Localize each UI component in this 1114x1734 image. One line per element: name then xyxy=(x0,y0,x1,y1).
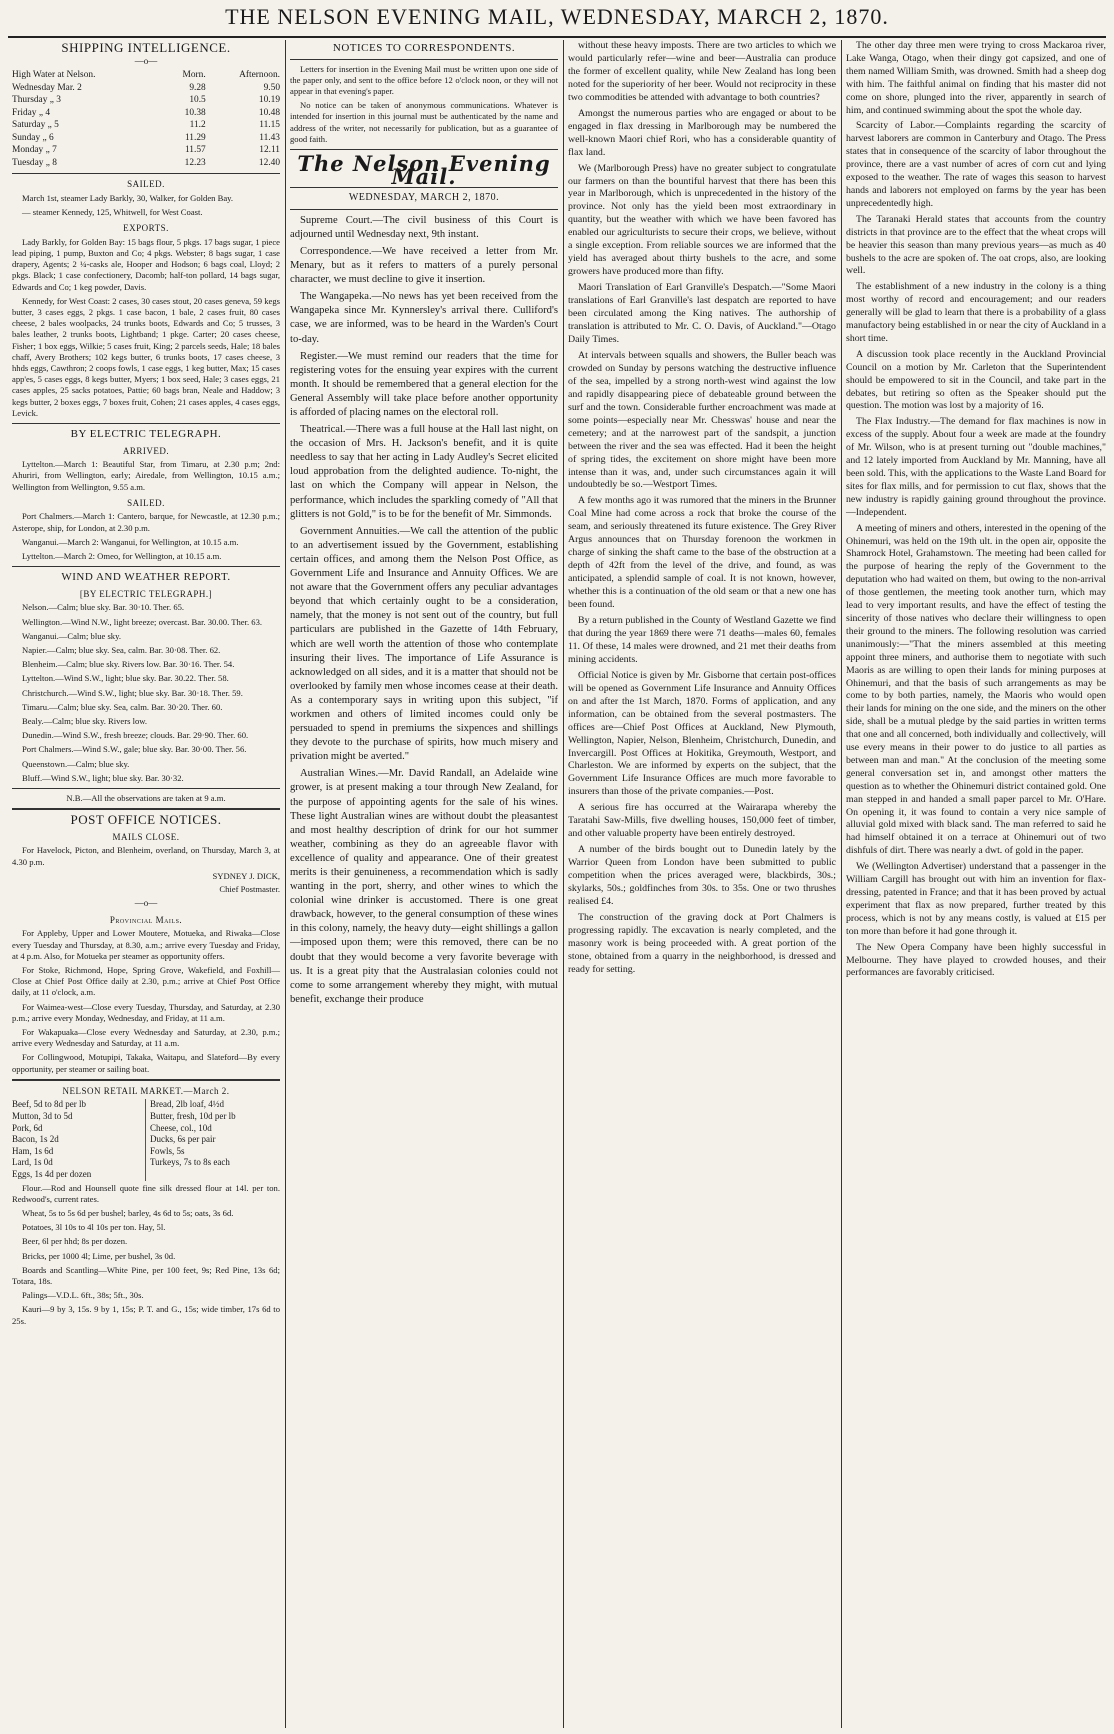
correspondents-notices xyxy=(290,64,558,145)
article-paragraph: Correspondence.—We have received a letter from Mr. Menary, but as it refers to matters of a purely personal character, we must decline to give it insertion. xyxy=(290,245,558,286)
tide-morn: 11.29 xyxy=(184,132,206,143)
tide-table xyxy=(12,69,280,169)
weather-report: Timaru.—Calm; blue sky. Sea, calm. Bar. 30·20. Ther. 60. xyxy=(22,701,223,712)
market-right xyxy=(146,1099,280,1180)
market-title: NELSON RETAIL MARKET.—March 2. xyxy=(62,1085,230,1096)
market-note: Kauri—9 by 3, 15s. 9 by 1, 15s; P. T. and G., 15s; wide timber, 17s 6d to 25s. xyxy=(12,1304,280,1326)
market-price: Bacon, 1s 2d xyxy=(12,1134,59,1145)
arrived-list xyxy=(12,459,280,493)
tide-afternoon: 10.19 xyxy=(258,95,280,106)
column-2 xyxy=(286,40,562,1734)
market-price: Mutton, 3d to 5d xyxy=(12,1111,73,1122)
column-3-articles xyxy=(568,40,836,977)
market-note: Bricks, per 1000 4l; Lime, per bushel, 3s 0d. xyxy=(22,1250,176,1261)
provincial-mail-entry: For Appleby, Upper and Lower Moutere, Motueka, and Riwaka—Close every Tuesday and Thursday, at 8.30, a.m.; arrive every Tuesday and Friday, at 4 p.m. Also, for Motueka per steamer as opportunity offers. xyxy=(12,928,280,961)
shipping-title: SHIPPING INTELLIGENCE. xyxy=(61,40,231,55)
tide-row xyxy=(12,94,280,107)
article-paragraph: Australian Wines.—Mr. David Randall, an Adelaide wine grower, is at present making a tour through New Zealand, for the purpose of appointing agents for the sale of his wines. These light Australian wines are without doubt the pleasantest and most healthy description of drink for our hot summer weather, combining as they do an agreeable flavor with excellence of quality and appearance. One of their greatest merits is their genuineness, a recommendation which is sadly wanting in the port, sherry, and other wines to which the colonial wine drinker is accustomed. There is one great drawback, however, to the general consumption of these wines in this colony, namely, the heavy duty—eight shillings a gallon—imposed upon them; were this removed, there can be no doubt that they would become a very favorite beverage with us. It is a great pity that the Australasian colonies could not come to some arrangement whereby they might, with mutual benefit, exchange their produce xyxy=(290,768,558,1005)
weather-subtitle: [BY ELECTRIC TELEGRAPH.] xyxy=(79,588,213,599)
export-entry: Kennedy, for West Coast: 2 cases, 30 cases stout, 20 cases geneva, 59 kegs butter, 3 cases eggs, 2 pkgs. 1 case bacon, 1 bale, 2 cases fruit, 80 cases cheese, 2 bales woolpacks, 24 trunks boots, Edwards and Co; 5 trusses, 3 bales leather, 2 trunks boots, Lightband; 1 pkge. Carter; 20 cases cheese, Fisher; 1 box eggs, Wilkie; 5 cases fruit, King; 2 parcels seeds, Hale; 18 bales chaff, Avery Brothers; 102 kegs butter, 6 trunks boots, 17 cases cheese, 3 hhds eggs, Cawthron; 2 coops fowls, 1 case eggs, 1 keg butter, Max; 15 cases app'es, 5 cases eggs, 8 kegs butter, Myers; 1 box seed, Hale; 3 cases eggs, 21 cases apples, 25 sacks potatoes, Pattie; 60 bags bran, Neale and Haddow; 3 kegs butter, 2 boxes eggs, 7 boxes fruit, Cohen; 21 cases apples, 4 cases eggs, Levick. xyxy=(12,295,280,418)
editorial-dateline: WEDNESDAY, MARCH 2, 1870. xyxy=(348,192,500,204)
tide-day: Saturday „ 5 xyxy=(12,120,59,131)
weather-list xyxy=(12,602,280,784)
tide-rows xyxy=(12,82,280,170)
divider xyxy=(12,808,280,810)
article-paragraph: The New Opera Company have been highly successful in Melbourne. They have played to crowded houses, and their performances are favorably criticised. xyxy=(846,941,1106,979)
sailed-list xyxy=(12,193,280,218)
postmaster-name: SYDNEY J. DICK, xyxy=(212,870,280,881)
article-paragraph: A meeting of miners and others, interested in the opening of the Ohinemuri, was held on the 19th ult. in the open air, opposite the Shamrock Hotel, Grahamstown. The meeting had been called for the purpose of hearing the reply of the Government to the deputation who had waited on them, but owing to the non-arrival of those gentlemen, the meeting took another turn, which may lead to very important results, and have the effect of testing the sincerity of those natives who declare their willingness to open their ground to the miners. The following resolution was carried unanimously:—"That the miners assembled at this meeting appoint three miners, and authorise them to negotiate with such Maoris as are willing to open their lands for mining purposes at Ohinemuri, and that the basis of such arrangements as may be come to by both parties, namely, the Maoris who would open their lands for mining on the one side, and the miners on the other side, shall be a mutual pledge by the said parties in written terms that one and all concerned, both individually and collectively, will use every means in their power to do justice to all parties as between man and man." At the conclusion of the meeting some general conversation set in, and amongst other matters the question as to whether the Ohinemuri district contained gold. One man stepped in and handed a small paper parcel to Mr. O'Hare. On opening it, it was found to contain a very nice sample of alluvial gold mixed with black sand. The man referred to said he had himself obtained it on a terrace at Ohinemuri out of two dishfuls of dirt. There was nearly a dwt. of gold in the paper. xyxy=(846,522,1106,857)
weather-report: Bluff.—Wind S.W., light; blue sky. Bar. 30·32. xyxy=(22,772,184,783)
weather-report: Nelson.—Calm; blue sky. Bar. 30·10. Ther. 65. xyxy=(22,602,185,613)
tide-day: Thursday „ 3 xyxy=(12,95,61,106)
mails-close-text: For Havelock, Picton, and Blenheim, overland, on Thursday, March 3, at 4.30 p.m. xyxy=(12,845,280,867)
article-paragraph: Government Annuities.—We call the attention of the public to an advertisement issued by the Government, establishing certain offices, and among them the Nelson Post Office, as Government Life and Insurance and Annuity Offices. We are not aware that the Government offers any peculiar advantages beyond that which certainly ought to be a consideration, namely, that the money is not sent out of the country, but full particulars are published in the Gazette of 14th February, which are well worth the attention of those who contemplate insuring their lives. The importance of Life Assurance is acknowledged on all sides, and it is a matter that should not be overlooked by family men whose incomes cease at their death. As a contemporary says in writing upon this subject, "if workmen and others of limited incomes could only be persuaded to spend in premiums the sixpences and shillings they devote to the purchase of spirits, how much misery and privation might be averted." xyxy=(290,525,558,763)
export-entry: Lady Barkly, for Golden Bay: 15 bags flour, 5 pkgs. 17 bags sugar, 1 piece lead piping, 1 pump, Buxton and Co; 4 pkgs. Webster; 8 bags sugar, 1 case drapery, Agents; 2 ¼-casks ale, Hooper and Hodson; 6 bags coal, Lloyd; 2 pkgs. Black; 1 case confectionery, Dacomb; half-ton pollard, 14 bags sugar, Edwards and Co; 1 keg powder, Davis. xyxy=(12,236,280,292)
market-notes xyxy=(12,1183,280,1327)
telegraph-title: BY ELECTRIC TELEGRAPH. xyxy=(70,428,222,441)
tide-day: Friday „ 4 xyxy=(12,107,51,118)
tide-afternoon: 12.40 xyxy=(258,157,280,168)
divider xyxy=(12,173,280,174)
provincial-mail-entry: For Wakapuaka—Close every Wednesday and Saturday, at 2.30, p.m.; arrive every Wednesday and Saturday, at 11 a.m. xyxy=(12,1027,280,1049)
market-price: Lard, 1s 0d xyxy=(12,1157,53,1168)
market-price: Eggs, 1s 4d per dozen xyxy=(12,1169,92,1180)
tide-morn: 10.5 xyxy=(189,95,206,106)
tide-row xyxy=(12,82,280,95)
sailed-heading: SAILED. xyxy=(127,179,165,190)
column-1 xyxy=(8,40,284,1734)
market-note: Flour.—Rod and Hounsell quote fine silk dressed flour at 14l. per ton. Redwood's, current rates. xyxy=(12,1182,280,1204)
market-price: Cheese, col., 10d xyxy=(150,1122,212,1133)
article-paragraph: Scarcity of Labor.—Complaints regarding the scarcity of harvest laborers are common in Canterbury and Otago. The Press states that in consequence of the scarcity of labor throughout the province, there are a vast number of acres of corn cut and lying exposed to the weather. The rate of wages this season to harvest hands and laborers not employed on farms by the year has been unprecedentedly high. xyxy=(846,120,1106,209)
weather-report: Bealy.—Calm; blue sky. Rivers low. xyxy=(22,716,148,727)
correspondents-notice: Letters for insertion in the Evening Mail must be written upon one side of the paper only, and sent to the office before 12 o'clock noon, or they will not appear in that evening's paper. xyxy=(290,63,558,96)
correspondents-title: NOTICES TO CORRESPONDENTS. xyxy=(332,42,516,54)
tide-row xyxy=(12,119,280,132)
article-paragraph: Theatrical.—There was a full house at the Hall last night, on the occasion of Mrs. H. Jackson's benefit, and it is quite needless to say that her acting in Lady Audley's Secret elicited loud approbation from the delighted audience. To-night, the last on which the Company will appear in Nelson, the performance, which includes the sparkling comedy of "All that glitters is not Gold," is to be for the benefit of Mr. Simmonds. xyxy=(290,424,558,520)
tide-header-place: High Water at Nelson. xyxy=(12,70,96,81)
tel-sailed-heading: SAILED. xyxy=(127,497,165,508)
sailed-entry: March 1st, steamer Lady Barkly, 30, Walker, for Golden Bay. xyxy=(22,192,234,203)
tide-day: Tuesday „ 8 xyxy=(12,157,57,168)
market-note: Beer, 6l per hhd; 8s per dozen. xyxy=(22,1236,128,1247)
tide-morn: 12.23 xyxy=(184,157,206,168)
tide-afternoon: 12.11 xyxy=(259,145,280,156)
article-paragraph: A number of the birds bought out to Dunedin lately by the Warrior Queen from London have been submitted to public competition when the prices averaged were, blackbirds, 30s.; skylarks, 50s.; goldfinches from 30s. to 35s. One or two thrushes realised £4. xyxy=(568,844,836,907)
tide-row xyxy=(12,132,280,145)
article-paragraph: We (Wellington Advertiser) understand that a passenger in the William Cargill has brought out with him an invention for flax-dressing, patented in France; and that it has been proved by actual experiment that flax as now prepared, further treated by this process, which is not by any means costly, is valued at £15 per ton more than before it had gone through it. xyxy=(846,861,1106,937)
tide-row xyxy=(12,144,280,157)
tide-header-row xyxy=(12,69,280,82)
market-price: Fowls, 5s xyxy=(150,1145,185,1156)
sailed-entry: — steamer Kennedy, 125, Whitwell, for West Coast. xyxy=(22,206,203,217)
weather-report: Port Chalmers.—Wind S.W., gale; blue sky. Bar. 30·00. Ther. 56. xyxy=(22,744,247,755)
editorial-masthead: The Nelson Evening Mail. xyxy=(297,151,551,189)
market-note: Palings—V.D.L. 6ft., 38s; 5ft., 30s. xyxy=(22,1290,144,1301)
column-2-articles xyxy=(290,214,558,1007)
tide-day: Wednesday Mar. 2 xyxy=(12,82,82,93)
column-4 xyxy=(842,40,1110,1734)
weather-report: Wellington.—Wind N.W., light breeze; overcast. Bar. 30.00. Ther. 63. xyxy=(22,616,263,627)
provincial-mail-entry: For Collingwood, Motupipi, Takaka, Waitapu, and Slateford—By every opportunity, per steamer or sailing boat. xyxy=(12,1052,280,1074)
provincial-mail-entry: For Waimea-west—Close every Tuesday, Thursday, and Saturday, at 2.30 p.m.; arrive every Monday, Wednesday, and Friday, at 11 a.m. xyxy=(12,1001,280,1023)
divider xyxy=(12,566,280,567)
weather-title: WIND AND WEATHER REPORT. xyxy=(61,571,231,584)
article-paragraph: The other day three men were trying to cross Mackaroa river, Lake Wanga, Otago, when their dingy got capsized, and one of them named William Smith, was drowned. Smith had a sheep dog with him. The faithful animal on finding that his master did not come on shore, plunged into the river, apparently in search of him, and continued swimming about the spot the whole day. xyxy=(846,40,1106,116)
column-3 xyxy=(564,40,840,1734)
market-price: Butter, fresh, 10d per lb xyxy=(150,1111,236,1122)
tel-sailed-entry: Lyttelton.—March 2: Omeo, for Wellington, at 10.15 a.m. xyxy=(22,551,222,562)
provincial-list xyxy=(12,928,280,1074)
article-paragraph: A serious fire has occurred at the Wairarapa whereby the Taratahi Saw-Mills, five dwelling houses, 150,000 feet of timber, and other valuable property have been entirely destroyed. xyxy=(568,802,836,840)
market-price: Beef, 5d to 8d per lb xyxy=(12,1099,86,1110)
mails-close-heading: MAILS CLOSE. xyxy=(112,831,180,842)
article-paragraph: Supreme Court.—The civil business of this Court is adjourned until Wednesday next, 9th instant. xyxy=(290,214,558,240)
arrived-entry: Lyttelton.—March 1: Beautiful Star, from Timaru, at 2.30 p.m; 2nd: Ahuriri, from Wellington, early; Airedale, from Wellington, 10.15 a.m.; Wellington from Wellington, 9.55 a.m. xyxy=(12,459,280,492)
ornament: —o— xyxy=(134,55,158,66)
divider xyxy=(12,423,280,424)
divider xyxy=(290,209,558,210)
tide-morn: 9.28 xyxy=(189,82,206,93)
post-office-title: POST OFFICE NOTICES. xyxy=(70,812,222,828)
tide-afternoon: 11.43 xyxy=(259,132,280,143)
article-paragraph: By a return published in the County of Westland Gazette we find that during the year 1869 there were 71 deaths—males 60, females 11. Of these, 14 males were drowned, and 21 met their deaths from mining accidents. xyxy=(568,614,836,665)
article-paragraph: Official Notice is given by Mr. Gisborne that certain post-offices will be opened as Government Life Insurance and Annuity Offices on and after the 1st March, 1870. Forms of application, and any information, can be obtained from the several postmasters. The offices are—Chief Post Offices at Auckland, New Plymouth, Wellington, Napier, Nelson, Blenheim, Christchurch, Dunedin, and Invercargill. Post Offices at Hokitika, Greymouth, Westport, and Charleston. We are informed by experts on the subject, that the Government Life Insurance Offices are much more favorable to insurers than those of the private companies.—Post. xyxy=(568,669,836,798)
market-price: Pork, 6d xyxy=(12,1122,43,1133)
provincial-mail-entry: For Stoke, Richmond, Hope, Spring Grove, Wakefield, and Foxhill—Close at Chief Post Office daily at 2.30, p.m.; arrive at Chief Post Office daily, at 11 o'clock, a.m. xyxy=(12,965,280,998)
correspondents-notice: No notice can be taken of anonymous communications. Whatever is intended for insertion in this journal must be authenticated by the name and address of the writer, not necessarily for publication, but as a guarantee of good faith. xyxy=(290,100,558,144)
newspaper-masthead: THE NELSON EVENING MAIL, WEDNESDAY, MARCH 2, 1870. xyxy=(225,4,889,29)
tide-day: Sunday „ 6 xyxy=(12,132,54,143)
article-paragraph: We (Marlborough Press) have no greater subject to congratulate our farmers on than the bountiful harvest that there has been this year in Marlborough, which is unprecedented in the history of the province. Not only has the yield been most extraordinary in quantity, but the weather with which we have been favored has enabled our agriculturists to secure their crops, we believe, without a single exception. From reliable sources we are informed that the yield has averaged about thirty bushels to the acre, and some growers have produced more than fifty. xyxy=(568,162,836,278)
exports-heading: EXPORTS. xyxy=(123,223,169,234)
market-price: Ham, 1s 6d xyxy=(12,1145,54,1156)
provincial-heading: Provincial Mails. xyxy=(109,914,183,925)
divider xyxy=(12,788,280,789)
article-paragraph: The Wangapeka.—No news has yet been received from the Wangapeka since Mr. Kynnersley's arrival there. Culliford's case, we are informed, was to be heard in the Warden's Court to-day. xyxy=(290,291,558,345)
weather-report: Napier.—Calm; blue sky. Sea, calm. Bar. 30·08. Ther. 62. xyxy=(22,645,221,656)
market-price: Bread, 2lb loaf, 4½d xyxy=(150,1099,224,1110)
market-price: Turkeys, 7s to 8s each xyxy=(150,1157,230,1168)
weather-report: Christchurch.—Wind S.W., light; blue sky. Bar. 30·18. Ther. 59. xyxy=(22,687,243,698)
tide-afternoon: 10.48 xyxy=(258,107,280,118)
article-paragraph: The establishment of a new industry in the colony is a thing most worthy of record and encouragement; and our readers generally will be glad to learn that there is a probability of a glass manufactory being established in or near the city of Auckland in a short time. xyxy=(846,281,1106,344)
masthead-rule xyxy=(8,36,1106,38)
weather-report: Dunedin.—Wind S.W., fresh breeze; clouds. Bar. 29·90. Ther. 60. xyxy=(22,730,249,741)
tel-sailed-entry: Wanganui.—March 2: Wanganui, for Wellington, at 10.15 a.m. xyxy=(22,536,239,547)
tide-row xyxy=(12,157,280,170)
market-left xyxy=(12,1099,146,1180)
exports-list xyxy=(12,237,280,419)
market-note: Boards and Scantling—White Pine, per 100 feet, 9s; Red Pine, 13s 6d; Totara, 18s. xyxy=(12,1264,280,1287)
article-paragraph: Amongst the numerous parties who are engaged or about to be engaged in flax dressing in Marlborough may be numbered the well-known Maori chief Rori, who has a considerable quantity of flax land. xyxy=(568,107,836,158)
tide-afternoon: 9.50 xyxy=(263,82,280,93)
tide-day: Monday „ 7 xyxy=(12,145,57,156)
tide-header-morn: Morn. xyxy=(182,70,206,81)
article-paragraph: A discussion took place recently in the Auckland Provincial Council on a motion by Mr. Carleton that the Superintendent should be empowered to sit in the Council, and take part in the debates, but retiring so often as the Speaker should put the question. The motion was lost by a majority of 16. xyxy=(846,348,1106,412)
article-paragraph: The construction of the graving dock at Port Chalmers is progressing rapidly. The excavation is nearly completed, and the masonry work is being proceeded with. A great portion of the stone, obtained from a quarry in the neighborhood, is dressed and ready for setting. xyxy=(568,911,836,975)
weather-report: Wanganui.—Calm; blue sky. xyxy=(22,630,121,641)
tide-morn: 11.57 xyxy=(184,145,206,156)
divider xyxy=(290,59,558,60)
divider xyxy=(290,149,558,150)
article-paragraph: At intervals between squalls and showers, the Buller beach was crowded on Sunday by persons watching the destructive influence of the sea, impelled by a strong north-west wind against the low and rapidly disappearing piece of debateable ground between the surf and the town. Considerable further encroachment was made at some points—especially near Mr. Chesswas' house and near the cemetery; and at the narrowest part of the sandspit, a junction between the river and the sea was effected. Had it been the height of spring tides, the excitement on shore might have been more intense than it was, and, under such circumstances again it will undoubtedly be so.—Westport Times. xyxy=(568,349,836,491)
tide-afternoon: 11.15 xyxy=(259,120,280,131)
tide-row xyxy=(12,107,280,120)
weather-report: Blenheim.—Calm; blue sky. Rivers low. Bar. 30·16. Ther. 54. xyxy=(22,659,235,670)
market-prices xyxy=(12,1099,280,1180)
market-note: Wheat, 5s to 5s 6d per bushel; barley, 4s 6d to 5s; oats, 3s 6d. xyxy=(22,1208,234,1219)
article-paragraph: Register.—We must remind our readers that the time for registering votes for the ensuing year expires with the current month. It should be remembered that a general election for the General Assembly will take place before another opportunity is afforded of placing names on the electoral roll. xyxy=(290,350,558,419)
article-paragraph: Maori Translation of Earl Granville's Despatch.—"Some Maori translations of Earl Granville's last despatch are reported to have been circulated among the King natives. The authorship of translation is attributed to Mr. C. O. Davis, of Auckland."—Otago Daily Times. xyxy=(568,282,836,345)
column-4-articles xyxy=(846,40,1106,980)
arrived-heading: ARRIVED. xyxy=(122,445,170,456)
tel-sailed-list xyxy=(12,511,280,562)
tide-morn: 10.38 xyxy=(184,107,206,118)
tide-header-afternoon: Afternoon. xyxy=(239,70,280,81)
divider xyxy=(12,1079,280,1081)
tide-morn: 11.2 xyxy=(189,120,206,131)
tel-sailed-entry: Port Chalmers.—March 1: Cantero, barque, for Newcastle, at 12.30 p.m.; Asterope, ship, for London, at 2.30 p.m. xyxy=(12,511,280,533)
weather-report: Lyttelton.—Wind S.W., light; blue sky. Bar. 30.22. Ther. 58. xyxy=(22,673,229,684)
weather-report: Queenstown.—Calm; blue sky. xyxy=(22,758,130,769)
article-paragraph: The Flax Industry.—The demand for flax machines is now in excess of the supply. About four a week are made at the foundry of Mr. Wilson, who is at present turning out "double machines," and 12 lately imported from Auckland by Mr. Manning, have all been sold. This, with the applications to the Waste Land Board for sites for flax mills, and for permission to cut flax, shows that the new industry is rapidly gaining ground throughout the province.—Independent. xyxy=(846,416,1106,518)
ornament: —o— xyxy=(134,898,158,909)
article-paragraph: The Taranaki Herald states that accounts from the country districts in that province are to the effect that the wheat crops will be heavier this season than many previous years—as much as 40 bushels to the acre are spoken of. The oat crops, also, are looking well. xyxy=(846,213,1106,277)
market-price: Ducks, 6s per pair xyxy=(150,1134,216,1145)
market-note: Potatoes, 3l 10s to 4l 10s per ton. Hay, 5l. xyxy=(22,1222,166,1233)
article-paragraph: A few months ago it was rumored that the miners in the Brunner Coal Mine had come across a rock that broke the course of the seam, and seriously threatened its future existence. The Grey River Argus announces that on Thursday forenoon the workmen in charge of sinking the shaft came to the base of the obstruction at a depth of 42ft from the level of the drive, and found, as was anticipated, a splendid sample of coal. It is not known, however, whether this is a continuation of the old seam or that a new one has been found. xyxy=(568,495,836,611)
postmaster-role: Chief Postmaster. xyxy=(219,884,280,895)
article-paragraph: without these heavy imposts. There are two articles to which we would particularly refer—wine and beer—Australia can produce the former of excellent quality, while New Zealand has long been noted for the superiority of her beer. Would not reciprocity in these two commodities be attended with advantage to both countries? xyxy=(568,40,836,103)
weather-note: N.B.—All the observations are taken at 9 a.m. xyxy=(66,793,226,804)
